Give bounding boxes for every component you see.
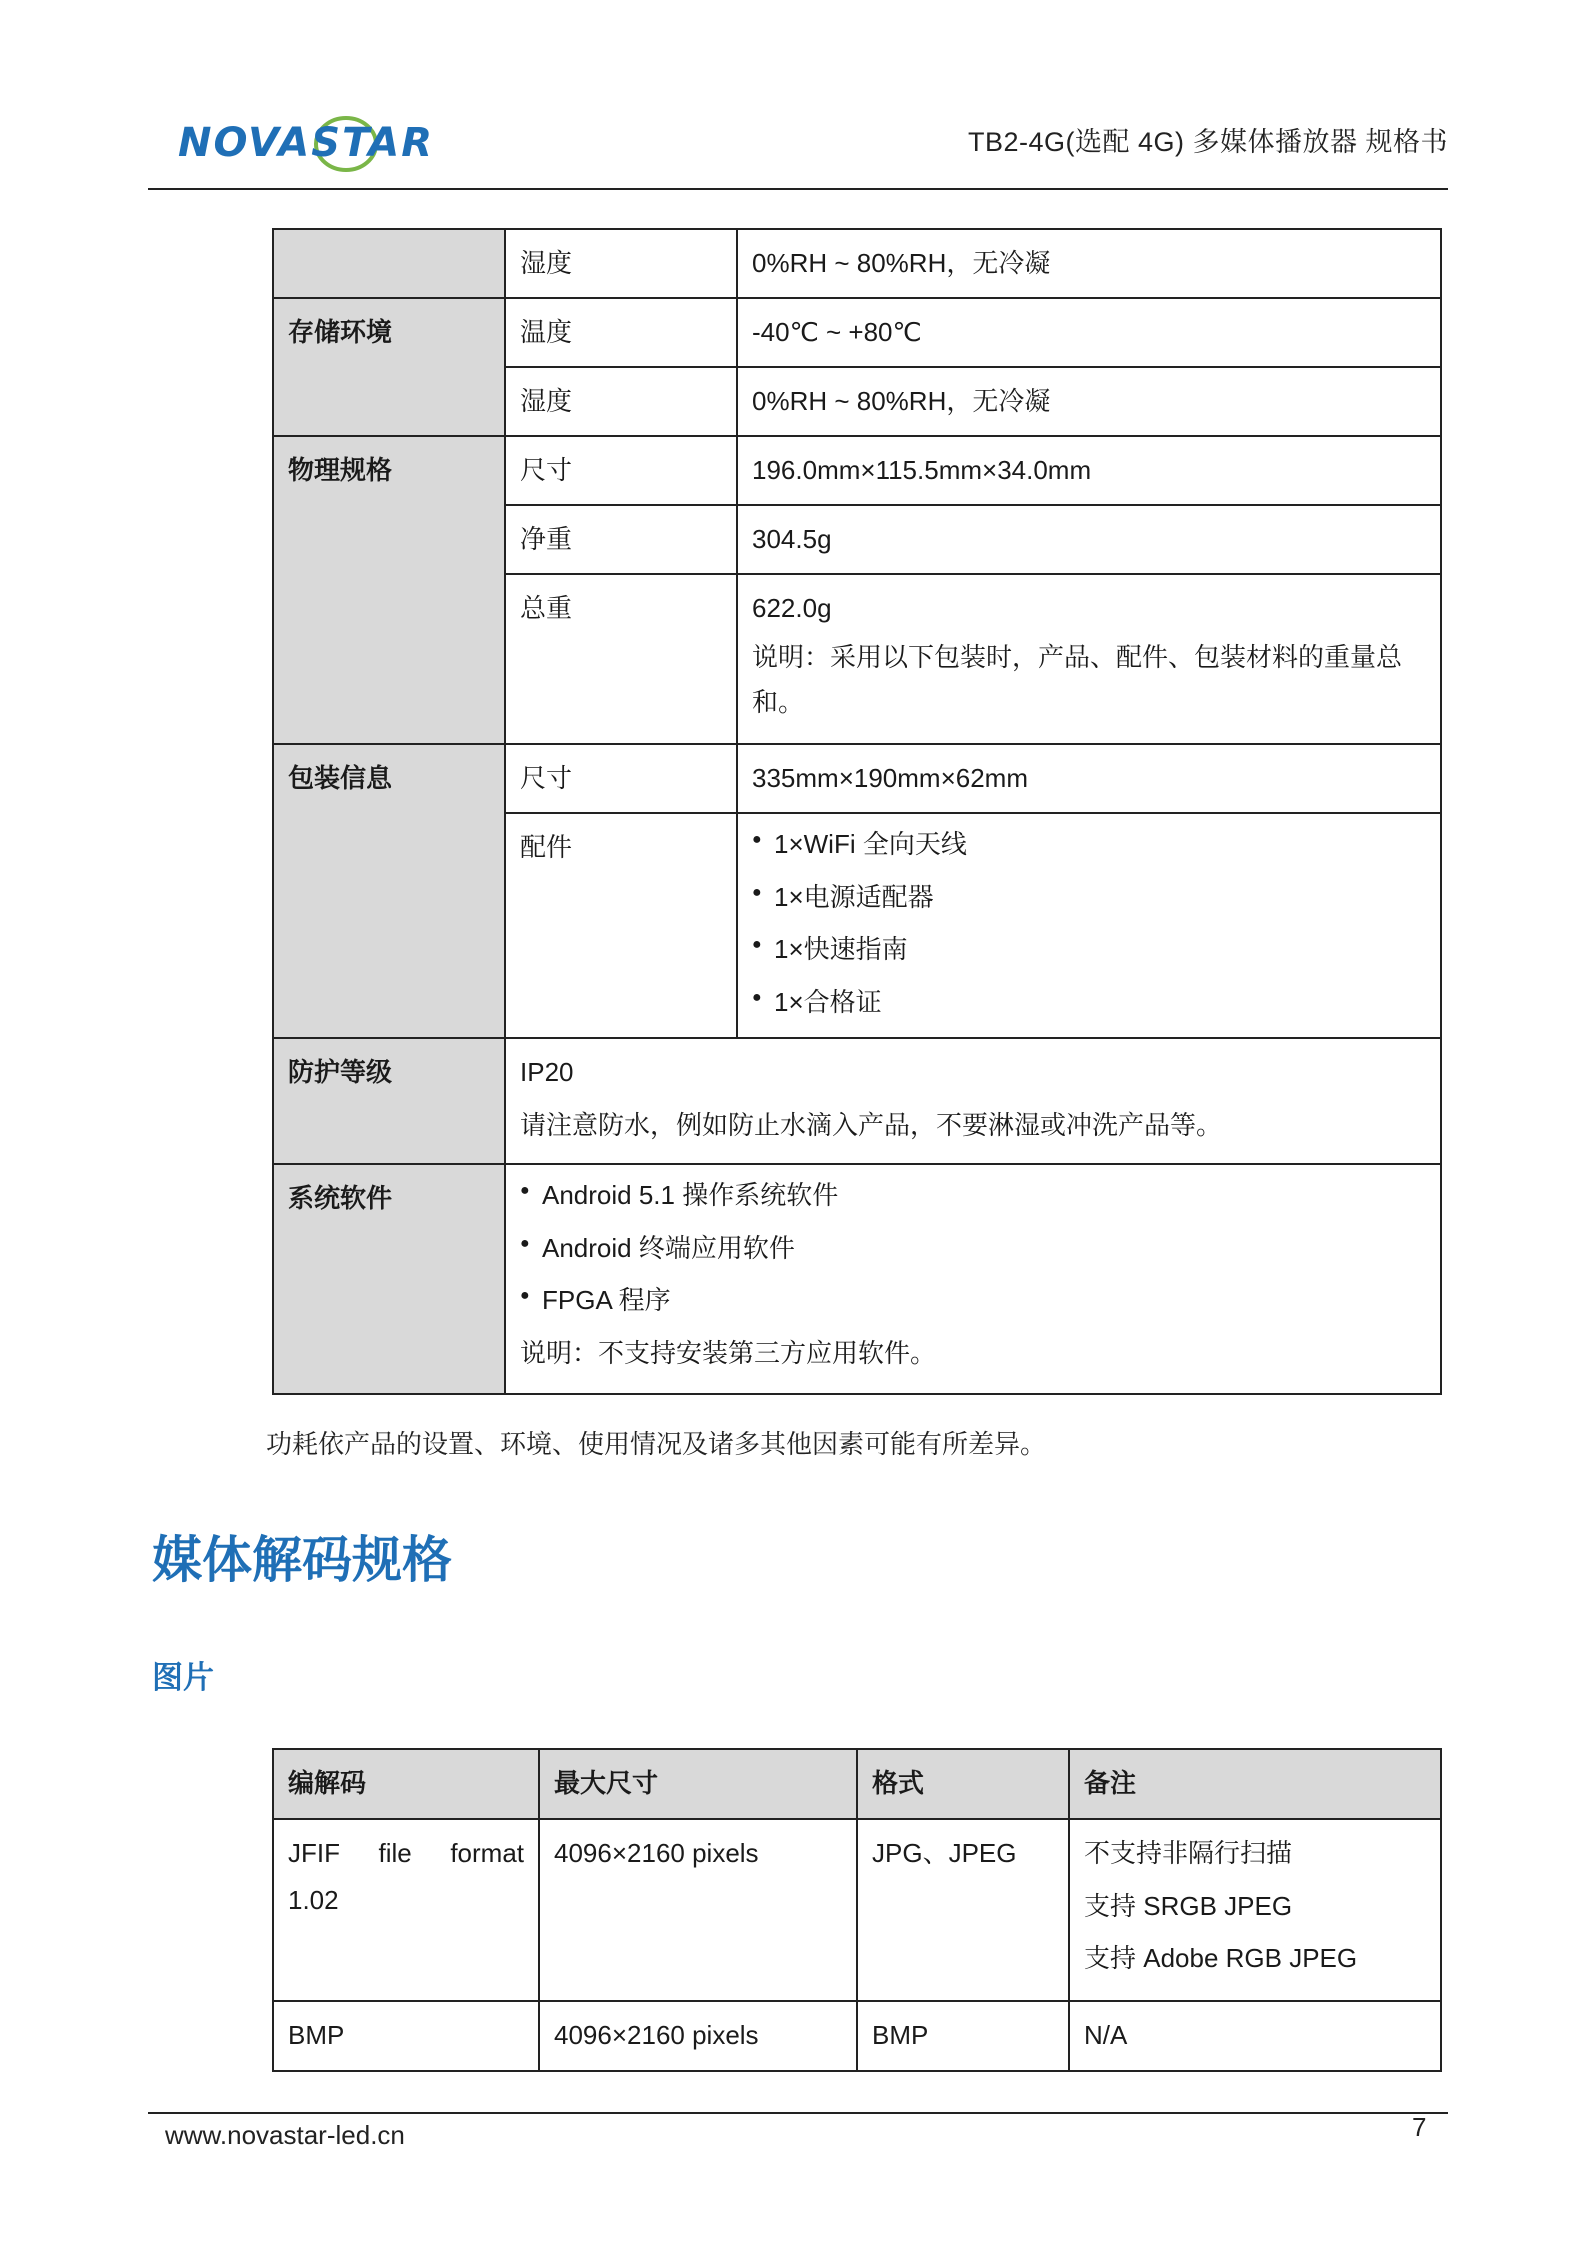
svg-text:NOVASTAR: NOVASTAR — [178, 120, 434, 166]
accessories-list — [752, 828, 1426, 1018]
protection-value — [505, 1038, 1441, 1164]
column-header: 最大尺寸 — [539, 1749, 857, 1819]
codec-table — [272, 1748, 1442, 2072]
power-footnote: 功耗依产品的设置、环境、使用情况及诸多其他因素可能有所差异。 — [266, 1429, 1047, 1459]
param-value — [737, 574, 1441, 744]
software-note: 说明：不支持安装第三方应用软件。 — [520, 1337, 937, 1368]
category-software: 系统软件 — [273, 1164, 505, 1394]
list-item: ● 1×合格证 — [752, 986, 1426, 1019]
list-item: ● Android 5.1 操作系统软件 — [520, 1179, 1426, 1212]
section-title: 媒体解码规格 — [152, 1532, 452, 1588]
param-value: 0%RH ~ 80%RH，无冷凝 — [737, 367, 1441, 436]
list-item: ● 1×快速指南 — [752, 933, 1426, 966]
table-row — [273, 229, 1441, 298]
footer-divider — [148, 2112, 1448, 2114]
novastar-logo — [178, 108, 508, 178]
param-label: 湿度 — [505, 229, 737, 298]
codec-cell — [273, 1819, 539, 2001]
category-protection: 防护等级 — [273, 1038, 505, 1164]
notes-cell — [1069, 1819, 1441, 2001]
format-cell: BMP — [857, 2001, 1069, 2071]
column-header: 编解码 — [273, 1749, 539, 1819]
protection-note: 请注意防水，例如防止水滴入产品，不要淋湿或冲洗产品等。 — [520, 1109, 1223, 1140]
note-line: 支持 Adobe RGB JPEG — [1084, 1943, 1358, 1973]
codec-word: format — [450, 1838, 524, 1868]
param-value: 304.5g — [737, 505, 1441, 574]
table-row — [273, 1819, 1441, 2001]
software-list — [520, 1179, 1426, 1317]
max-size-cell: 4096×2160 pixels — [539, 2001, 857, 2071]
note-line: 支持 SRGB JPEG — [1084, 1890, 1293, 1921]
document-title: TB2-4G(选配 4G) 多媒体播放器 规格书 — [967, 127, 1448, 157]
param-value — [737, 813, 1441, 1038]
list-item: ● FPGA 程序 — [520, 1284, 1426, 1317]
param-value: 335mm×190mm×62mm — [737, 744, 1441, 813]
subsection-title: 图片 — [152, 1660, 214, 1695]
param-value: 196.0mm×115.5mm×34.0mm — [737, 436, 1441, 505]
spec-table — [272, 228, 1442, 1395]
param-label: 净重 — [505, 505, 737, 574]
table-row — [273, 1164, 1441, 1394]
table-row — [273, 744, 1441, 813]
gross-weight-value: 622.0g — [752, 593, 832, 623]
header-divider — [148, 188, 1448, 190]
note-line: 不支持非隔行扫描 — [1084, 1838, 1293, 1868]
codec-word: file — [378, 1838, 412, 1868]
list-item: ● 1×电源适配器 — [752, 881, 1426, 914]
param-label: 温度 — [505, 298, 737, 367]
page-header — [148, 100, 1448, 190]
footer-url: www.novastar-led.cn — [165, 2120, 405, 2150]
param-label: 总重 — [505, 574, 737, 744]
column-header: 备注 — [1069, 1749, 1441, 1819]
param-label: 配件 — [505, 813, 737, 1038]
column-header: 格式 — [857, 1749, 1069, 1819]
table-row — [273, 2001, 1441, 2071]
notes-cell: N/A — [1069, 2001, 1441, 2071]
list-item: ● Android 终端应用软件 — [520, 1232, 1426, 1265]
software-value — [505, 1164, 1441, 1394]
category-cell-empty — [273, 229, 505, 298]
param-label: 湿度 — [505, 367, 737, 436]
param-label: 尺寸 — [505, 744, 737, 813]
gross-weight-note: 说明：采用以下包装时，产品、配件、包装材料的重量总和。 — [752, 641, 1403, 717]
category-storage: 存储环境 — [273, 298, 505, 436]
table-row — [273, 436, 1441, 505]
ip-rating: IP20 — [520, 1057, 574, 1087]
table-header-row — [273, 1749, 1441, 1819]
max-size-cell: 4096×2160 pixels — [539, 1819, 857, 2001]
param-label: 尺寸 — [505, 436, 737, 505]
codec-name-line — [288, 1837, 524, 1870]
param-value: 0%RH ~ 80%RH，无冷凝 — [737, 229, 1441, 298]
list-item: ● 1×WiFi 全向天线 — [752, 828, 1426, 861]
category-physical: 物理规格 — [273, 436, 505, 744]
codec-cell: BMP — [273, 2001, 539, 2071]
page-number: 7 — [1412, 2112, 1427, 2142]
format-cell: JPG、JPEG — [857, 1819, 1069, 2001]
category-package: 包装信息 — [273, 744, 505, 1038]
codec-version: 1.02 — [288, 1884, 339, 1915]
codec-word: JFIF — [288, 1838, 340, 1868]
table-row — [273, 1038, 1441, 1164]
param-value: -40℃ ~ +80℃ — [737, 298, 1441, 367]
table-row — [273, 298, 1441, 367]
